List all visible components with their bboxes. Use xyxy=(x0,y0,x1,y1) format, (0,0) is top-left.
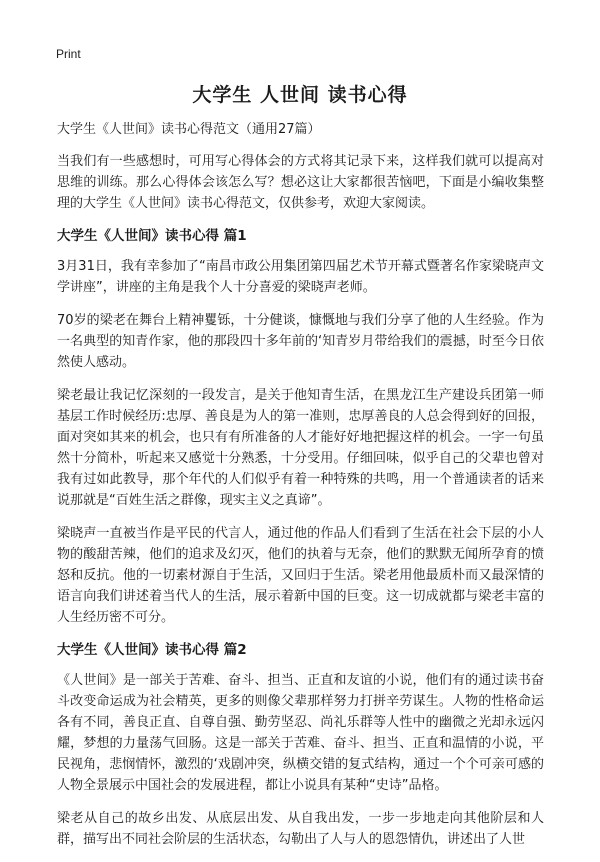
section-heading: 大学生《人世间》读书心得 篇1 xyxy=(57,228,247,244)
document-title: 大学生 人世间 读书心得 xyxy=(192,84,408,106)
section-paragraph: 《人世间》是一部关于苦难、奋斗、担当、正直和友谊的小说，他们有的通过读书奋斗改变命运成为社会精英，更多的则像父辈那样努力打拼辛劳谋生。人物的性格命运各有不同，善良正直、自尊自强、勤劳坚忍、尚礼乐群等人性中的幽微之光却永远闪耀，梦想的力量荡气回肠。这是一部关于苦难、奋斗、担当、正直和温情的小说，平民视角，悲悯情怀，激烈的‘戏剧冲突，纵横交错的复式结构，通过一个个可亲可感的人物全景展示中国社会的发展进程，都让小说具有某种“史诗”品格。 xyxy=(57,673,544,793)
section-heading: 大学生《人世间》读书心得 篇2 xyxy=(57,642,247,658)
document-subtitle: 大学生《人世间》读书心得范文（通用27篇） xyxy=(57,122,321,137)
section-paragraph: 梁老从自己的故乡出发、从底层出发、从自我出发，一步一步地走向其他阶层和人群，描写出不同社会阶层的生活状态，勾勒出了人与人的恩怨情仇，讲述出了人世 xyxy=(57,811,544,847)
section-paragraph: 70岁的梁老在舞台上精神矍铄，十分健谈，慷慨地与我们分享了他的人生经验。作为一名典型的知青作家，他的那段四十多年前的‘知青岁月带给我们的震撼，时至今日依然使人感动。 xyxy=(57,313,544,370)
section-paragraph: 梁老最让我记忆深刻的一段发言，是关于他知青生活，在黑龙江生产建设兵团第一师基层工作时候经历:忠厚、善良是为人的第一准则，忠厚善良的人总会得到好的回报，面对突如其来的机会，也只有有所准备的人才能好好地把握这样的机会。一字一句虽然十分简朴，听起来又感觉十分熟悉，十分受用。仔细回味，似乎自己的父辈也曾对我有过如此教导，那个年代的人们似乎有着一种特殊的共鸣，用一个普通读者的话来说那就是“百姓生活之群像，现实主义之真谛”。 xyxy=(57,388,544,508)
section-paragraph: 3月31日，我有幸参加了“南昌市政公用集团第四届艺术节开幕式暨著名作家梁晓声文学讲座”，讲座的主角是我个人十分喜爱的梁晓声老师。 xyxy=(57,259,544,295)
print-label[interactable]: Print xyxy=(56,47,81,61)
intro-paragraph: 当我们有一些感想时，可用写心得体会的方式将其记录下来，这样我们就可以提高对思维的训练。那么心得体会该怎么写？想必这让大家都很苦恼吧，下面是小编收集整理的大学生《人世间》读书心得范文，仅供参考，欢迎大家阅读。 xyxy=(57,154,544,211)
document-body xyxy=(57,120,544,862)
section-paragraph: 梁晓声一直被当作是平民的代言人，通过他的作品人们看到了生活在社会下层的小人物的酸甜苦辣，他们的追求及幻灭，他们的执着与无奈，他们的默默无闻所孕育的愤怒和反抗。他的一切素材源自于生活，又回归于生活。梁老用他最质朴而又最深情的语言向我们讲述着当代人的生活，展示着新中国的巨变。这一切成就都与梁老丰富的人生经历密不可分。 xyxy=(57,526,544,625)
